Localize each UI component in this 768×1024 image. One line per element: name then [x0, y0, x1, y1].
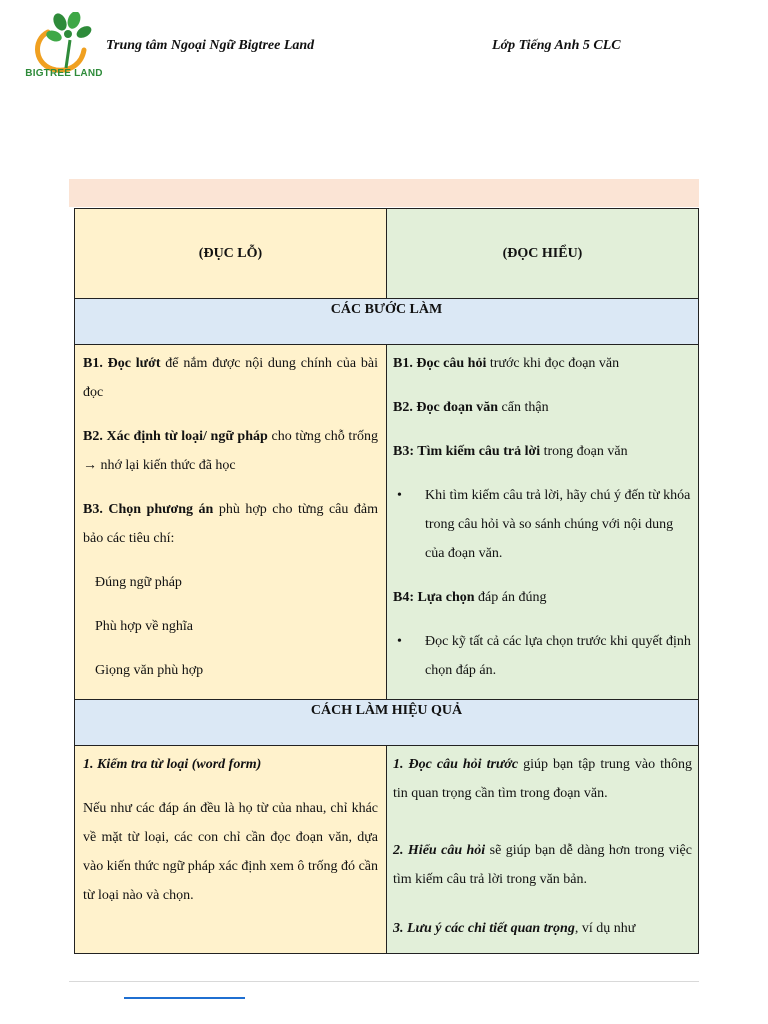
step-right-4: B4: Lựa chọn đáp án đúng: [393, 590, 547, 605]
tip-right-1: 1. Đọc câu hỏi trước giúp bạn tập trung vào thông tin quan trọng cần tìm trong đoạn văn.: [393, 757, 693, 801]
criterion-item: Phù hợp về nghĩa: [95, 619, 194, 634]
step-left-2: B2. Xác định từ loại/ ngữ pháp cho từng chỗ trống → nhớ lại kiến thức đã học: [83, 429, 378, 473]
footer-link-underline: [124, 997, 245, 999]
bullet-item: • Khi tìm kiếm câu trả lời, hãy chú ý đến từ khóa trong câu hỏi và so sánh chúng với nội dung của đoạn văn.: [393, 481, 692, 568]
step-left-1: B1. Đọc lướt để nắm được nội dung chính của bài đọc: [83, 356, 378, 400]
step-right-2: B2. Đọc đoạn văn cẩn thận: [393, 400, 549, 415]
step-left-3: B3. Chọn phương án phù hợp cho từng câu đảm bảo các tiêu chí:: [83, 502, 378, 546]
steps-left-cell: [75, 345, 387, 700]
tip-right-3: 3. Lưu ý các chi tiết quan trọng, ví dụ như: [393, 921, 636, 936]
tips-right-cell: [387, 746, 699, 954]
criterion-item: Đúng ngữ pháp: [95, 575, 182, 590]
guide-table: [74, 208, 699, 954]
header-center-name: Trung tâm Ngoại Ngữ Bigtree Land: [106, 38, 315, 53]
peach-band: [69, 179, 699, 207]
section-tips-title: CÁCH LÀM HIỆU QUẢ: [75, 700, 699, 746]
step-right-3: B3: Tìm kiếm câu trả lời trong đoạn văn: [393, 444, 628, 459]
section-steps-title: CÁC BƯỚC LÀM: [75, 299, 699, 345]
tip-left-title: 1. Kiểm tra từ loại (word form): [83, 757, 262, 772]
tip-left-text: Nếu như các đáp án đều là họ từ của nhau, chỉ khác về mặt từ loại, các con chỉ cần đọc đoạn văn, dựa vào kiến thức ngữ pháp xác định xem ô trống đó cần từ loại nào và chọn.: [83, 801, 378, 903]
bullet-dot-icon: •: [397, 488, 402, 503]
header-class-name: Lớp Tiếng Anh 5 CLC: [492, 38, 621, 53]
tips-left-cell: [75, 746, 387, 954]
column-title-right: (ĐỌC HIỂU): [387, 209, 699, 299]
step-right-1: B1. Đọc câu hỏi trước khi đọc đoạn văn: [393, 356, 620, 371]
bullet-item: • Đọc kỹ tất cả các lựa chọn trước khi quyết định chọn đáp án.: [393, 627, 692, 685]
column-title-left: (ĐỤC LỖ): [75, 209, 387, 299]
bullet-dot-icon: •: [397, 634, 402, 649]
criterion-item: Giọng văn phù hợp: [95, 663, 204, 678]
logo-text: BIGTREE LAND: [25, 68, 103, 79]
steps-right-cell: [387, 345, 699, 700]
footer-divider: [69, 981, 699, 982]
tip-right-2: 2. Hiểu câu hỏi sẽ giúp bạn dễ dàng hơn trong việc tìm kiếm câu trả lời trong văn bản.: [393, 843, 692, 887]
